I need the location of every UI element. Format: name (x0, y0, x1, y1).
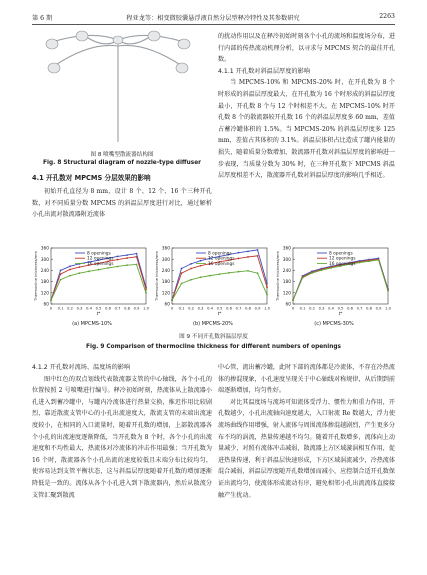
legend-label: 12 openings (329, 256, 356, 262)
x-tick-label: 1.0 (143, 306, 149, 311)
fig9-chart-a (33, 244, 151, 318)
y-tick-label: 300 (40, 257, 49, 263)
data-point (247, 250, 249, 252)
x-tick-label: 0.6 (105, 306, 111, 311)
y-tick-label: 60 (43, 302, 49, 308)
paragraph: 图中红色的双点划线代表散流器支管的中心轴线，各个小孔的位置按照 2 号喷嘴进行编号。释冷初始时刻，热流体从上散流器小孔进入到蓄冷罐中，与罐内冷流体进行热量交换，推迟作用比较剧烈，靠近散流支管中心的小孔出流速度大，散流支管的末端出流速度较小，在相同的入口流量时，随着开孔数的增加，上部散流器各个小孔的出流速度逐渐降低，当开孔数为 8 个时，各个小孔的出流速度和不均性最大，热流体对冷流体的冲击作用最强；当开孔数为 16 个时，散流器各个小孔出流的速度较低且末端分布比较均匀，使容易达到支管平衡状态，这与斜温层厚度随着开孔数的增加逐渐降低是一致的。流体从各个小孔进入到下散流器内，然后从散流分支管汇聚到散流 (32, 375, 212, 499)
x-axis-label: t* (96, 312, 101, 317)
data-point (126, 264, 128, 266)
y-axis-label: Thermocline thickness/mm (155, 251, 159, 301)
x-tick-label: 0.5 (337, 306, 344, 311)
data-point (368, 260, 370, 262)
y-tick-label: 240 (282, 269, 291, 274)
data-point (190, 279, 192, 281)
data-point (69, 269, 71, 271)
subsection-heading-4-1-2: 4.1.2 开孔数对流场、温度场的影响 (32, 364, 131, 371)
paragraph: 初始开孔直径为 8 mm，设计 8 个、12 个、16 个三种开孔数，对不同质量分数 MPCMS 的斜温层厚度进行对比，通过解析小孔出流对散流器附近流体 (32, 188, 212, 219)
y-tick-label: 360 (40, 246, 49, 252)
data-point (219, 273, 221, 275)
x-tick-label: 0.7 (235, 306, 242, 311)
data-point (145, 292, 147, 294)
data-point (257, 272, 259, 274)
data-point (181, 283, 183, 285)
paragraph: 的扰动作用以及在释冷初始时刻各个小孔的流场和温度场分布，进行内部的传热流动机理分析，以寻求与 MPCMS 契合的最佳开孔数。 (218, 33, 395, 64)
data-point (190, 268, 192, 270)
x-tick-label: 0.8 (366, 306, 372, 311)
data-point (88, 270, 90, 272)
data-point (60, 273, 62, 275)
data-point (171, 299, 173, 301)
data-point (387, 290, 389, 292)
subsection-heading-4-1-1: 4.1.1 开孔数对斜温层厚度的影响 (218, 67, 310, 75)
x-tick-label: 0.6 (226, 306, 232, 311)
issue-label: 第 6 期 (32, 15, 53, 22)
fig8-caption-cn: 图 8 喷嘴型散流器结构图 (90, 152, 154, 158)
legend-label: 16 openings (329, 261, 356, 267)
x-tick-label: 0.7 (356, 306, 363, 311)
x-tick-label: 0.2 (309, 306, 315, 311)
x-tick-label: 0.2 (67, 306, 73, 311)
data-point (257, 255, 259, 257)
data-point (107, 267, 109, 269)
x-tick-label: 0.1 (299, 306, 306, 311)
y-tick-label: 180 (40, 280, 49, 286)
legend-label: 12 openings (208, 256, 235, 262)
right-column-text (218, 31, 395, 182)
data-point (69, 265, 71, 267)
data-point (117, 266, 119, 268)
data-point (79, 266, 81, 268)
data-point (98, 269, 100, 271)
x-tick-label: 0.4 (207, 306, 213, 311)
y-tick-label: 60 (285, 302, 291, 308)
legend-label: 8 openings (208, 251, 232, 257)
data-point (292, 299, 294, 301)
x-tick-label: 0.9 (375, 306, 382, 311)
chart-a-label: (a) MPCMS-10% (72, 321, 112, 327)
x-tick-label: 0.9 (133, 306, 140, 311)
running-title: 程亚龙等：相变微胶囊悬浮液自然分层型释冷特性及其参数研究 (126, 15, 300, 22)
data-point (181, 268, 183, 270)
data-point (79, 272, 81, 274)
data-point (321, 269, 323, 271)
x-tick-label: 0.5 (216, 306, 223, 311)
data-point (126, 254, 128, 256)
y-tick-label: 240 (161, 269, 170, 274)
y-tick-label: 240 (40, 269, 49, 274)
x-tick-label: 0.3 (197, 306, 204, 311)
y-tick-label: 180 (161, 280, 170, 286)
data-point (60, 270, 62, 272)
y-tick-label: 120 (40, 291, 49, 297)
data-point (228, 272, 230, 274)
data-point (126, 257, 128, 259)
x-tick-label: 0.2 (188, 306, 194, 311)
data-point (330, 267, 332, 269)
paragraph: 当 MPCMS-10% 和 MPCMS-20% 时，在开孔数为 8 个时形成的斜温层厚度最大，在开孔数为 16 个时形成的斜温层厚度最小，开孔数 8 个与 12 个时相差不大。在 MPCMS-10% 时开孔数 8 个的散流器较开孔数 16 个的斜温层厚度多 60 mm，差值占蓄冷罐体积的 1.5%。当 MPCMS-20% 的斜温层厚度多 125 mm，差值占其体积的 3.1%。斜温层体积占比造成了罐内能量的损失，随着质量分数增加，散流器开孔数对斜温层厚度的影响进一步表现，当质量分数为 30% 时，在三种开孔数下 MPCMS 斜温层厚度相差不大，散流器开孔数对斜温层厚度的影响几乎相近。 (218, 79, 395, 180)
data-point (266, 286, 268, 288)
data-point (257, 249, 259, 251)
series-line (172, 271, 267, 300)
data-point (238, 252, 240, 254)
y-tick-label: 300 (161, 257, 170, 263)
x-tick-label: 0.3 (76, 306, 83, 311)
data-point (302, 277, 304, 279)
legend-label: 16 openings (208, 261, 235, 267)
section-heading-4-1: 4.1 开孔数对 MPCMS 分层效果的影响 (32, 174, 151, 182)
legend-label: 12 openings (87, 256, 114, 262)
fig9-chart-c (275, 244, 393, 318)
data-point (136, 253, 138, 255)
y-tick-label: 300 (282, 257, 291, 263)
x-tick-label: 0.1 (57, 306, 64, 311)
data-point (378, 259, 380, 261)
legend-label: 8 openings (87, 251, 111, 257)
legend-label: 8 openings (329, 251, 353, 257)
paragraph: 对比其温度场与流场可知流体受浮力、惯性力和重力作用，开孔数越少，小孔出流轴向速度越大，入口射流 Re 数越大，浮力使流场曲线作用增强，射入流体与周围流体掺混越剧烈，产生更多分布不均的涡流，热量传递越不均匀。随着开孔数增多，流体向上动量减少，对照有流体冲击减弱，散流器上方区域漩涡相互作用，促进热量传递，利于斜温层快速形成，下方区域涡流减少，冷热流体混合减弱，斜温层厚度随开孔数增加而减小，应控制合适开孔数保证出流均匀，使流体形成流动有序，避免相邻小孔出流流体直接接触产生扰动。 (218, 398, 395, 499)
x-tick-label: 0.8 (245, 306, 251, 311)
y-axis-label: Thermocline thickness/mm (276, 251, 280, 301)
chart-b-label: (b) MPCMS-20% (193, 321, 233, 327)
fig9-caption-cn: 图 9 不同开孔数斜温层厚度 (179, 334, 248, 340)
header-rule (32, 24, 395, 25)
data-point (69, 275, 71, 277)
x-tick-label: 0.8 (124, 306, 130, 311)
x-tick-label: 0.4 (86, 306, 92, 311)
x-axis-label: t* (338, 312, 343, 317)
data-point (238, 258, 240, 260)
x-tick-label: 0.7 (114, 306, 121, 311)
x-axis-label: t* (217, 312, 222, 317)
data-point (311, 272, 313, 274)
data-point (359, 262, 361, 264)
y-tick-label: 360 (282, 246, 291, 252)
left-column-text (32, 186, 212, 221)
data-point (136, 256, 138, 258)
data-point (247, 270, 249, 272)
data-point (190, 263, 192, 265)
fig9-chart-b (154, 244, 272, 318)
data-point (136, 264, 138, 266)
fig9-caption-en: Fig. 9 Comparison of thermocline thickness for different numbers of openings (86, 344, 341, 350)
x-tick-label: 0.6 (347, 306, 353, 311)
x-tick-label: 0.3 (318, 306, 325, 311)
y-tick-label: 120 (161, 291, 170, 297)
x-tick-label: 0 (291, 306, 295, 311)
x-tick-label: 0.4 (328, 306, 334, 311)
x-tick-label: 0.5 (95, 306, 102, 311)
y-tick-label: 180 (282, 280, 291, 286)
data-point (200, 276, 202, 278)
y-tick-label: 60 (164, 302, 170, 308)
legend-label: 16 openings (87, 261, 114, 267)
y-axis-label: Thermocline thickness/mm (34, 251, 38, 301)
data-point (50, 299, 52, 301)
data-point (117, 256, 119, 258)
data-point (181, 272, 183, 274)
x-tick-label: 0 (49, 306, 53, 311)
y-tick-label: 360 (161, 246, 170, 252)
data-point (266, 294, 268, 296)
data-point (200, 265, 202, 267)
x-tick-label: 1.0 (385, 306, 391, 311)
bottom-right-text (218, 362, 395, 501)
x-tick-label: 0.1 (178, 306, 185, 311)
page-number: 2263 (379, 13, 395, 20)
chart-c-label: (c) MPCMS-30% (314, 321, 354, 327)
x-tick-label: 1.0 (264, 306, 270, 311)
paragraph: 中心管，流出蓄冷罐，此时下部的流体都是冷流体，不存在冷热流体的掺混现象，小孔速度呈现关于中心轴线对称规律，从后期到前端逐渐增加，均匀性好。 (218, 364, 395, 395)
fig8-caption-en: Fig. 8 Structural diagram of nozzle-type diffuser (43, 160, 201, 166)
fig8-diffuser-diagram (34, 30, 202, 146)
data-point (200, 260, 202, 262)
data-point (60, 279, 62, 281)
data-point (117, 259, 119, 261)
bottom-left-text (32, 362, 212, 501)
data-point (209, 275, 211, 277)
y-tick-label: 120 (282, 291, 291, 297)
x-tick-label: 0.9 (254, 306, 261, 311)
data-point (247, 256, 249, 258)
data-point (238, 271, 240, 273)
x-tick-label: 0 (170, 306, 174, 311)
